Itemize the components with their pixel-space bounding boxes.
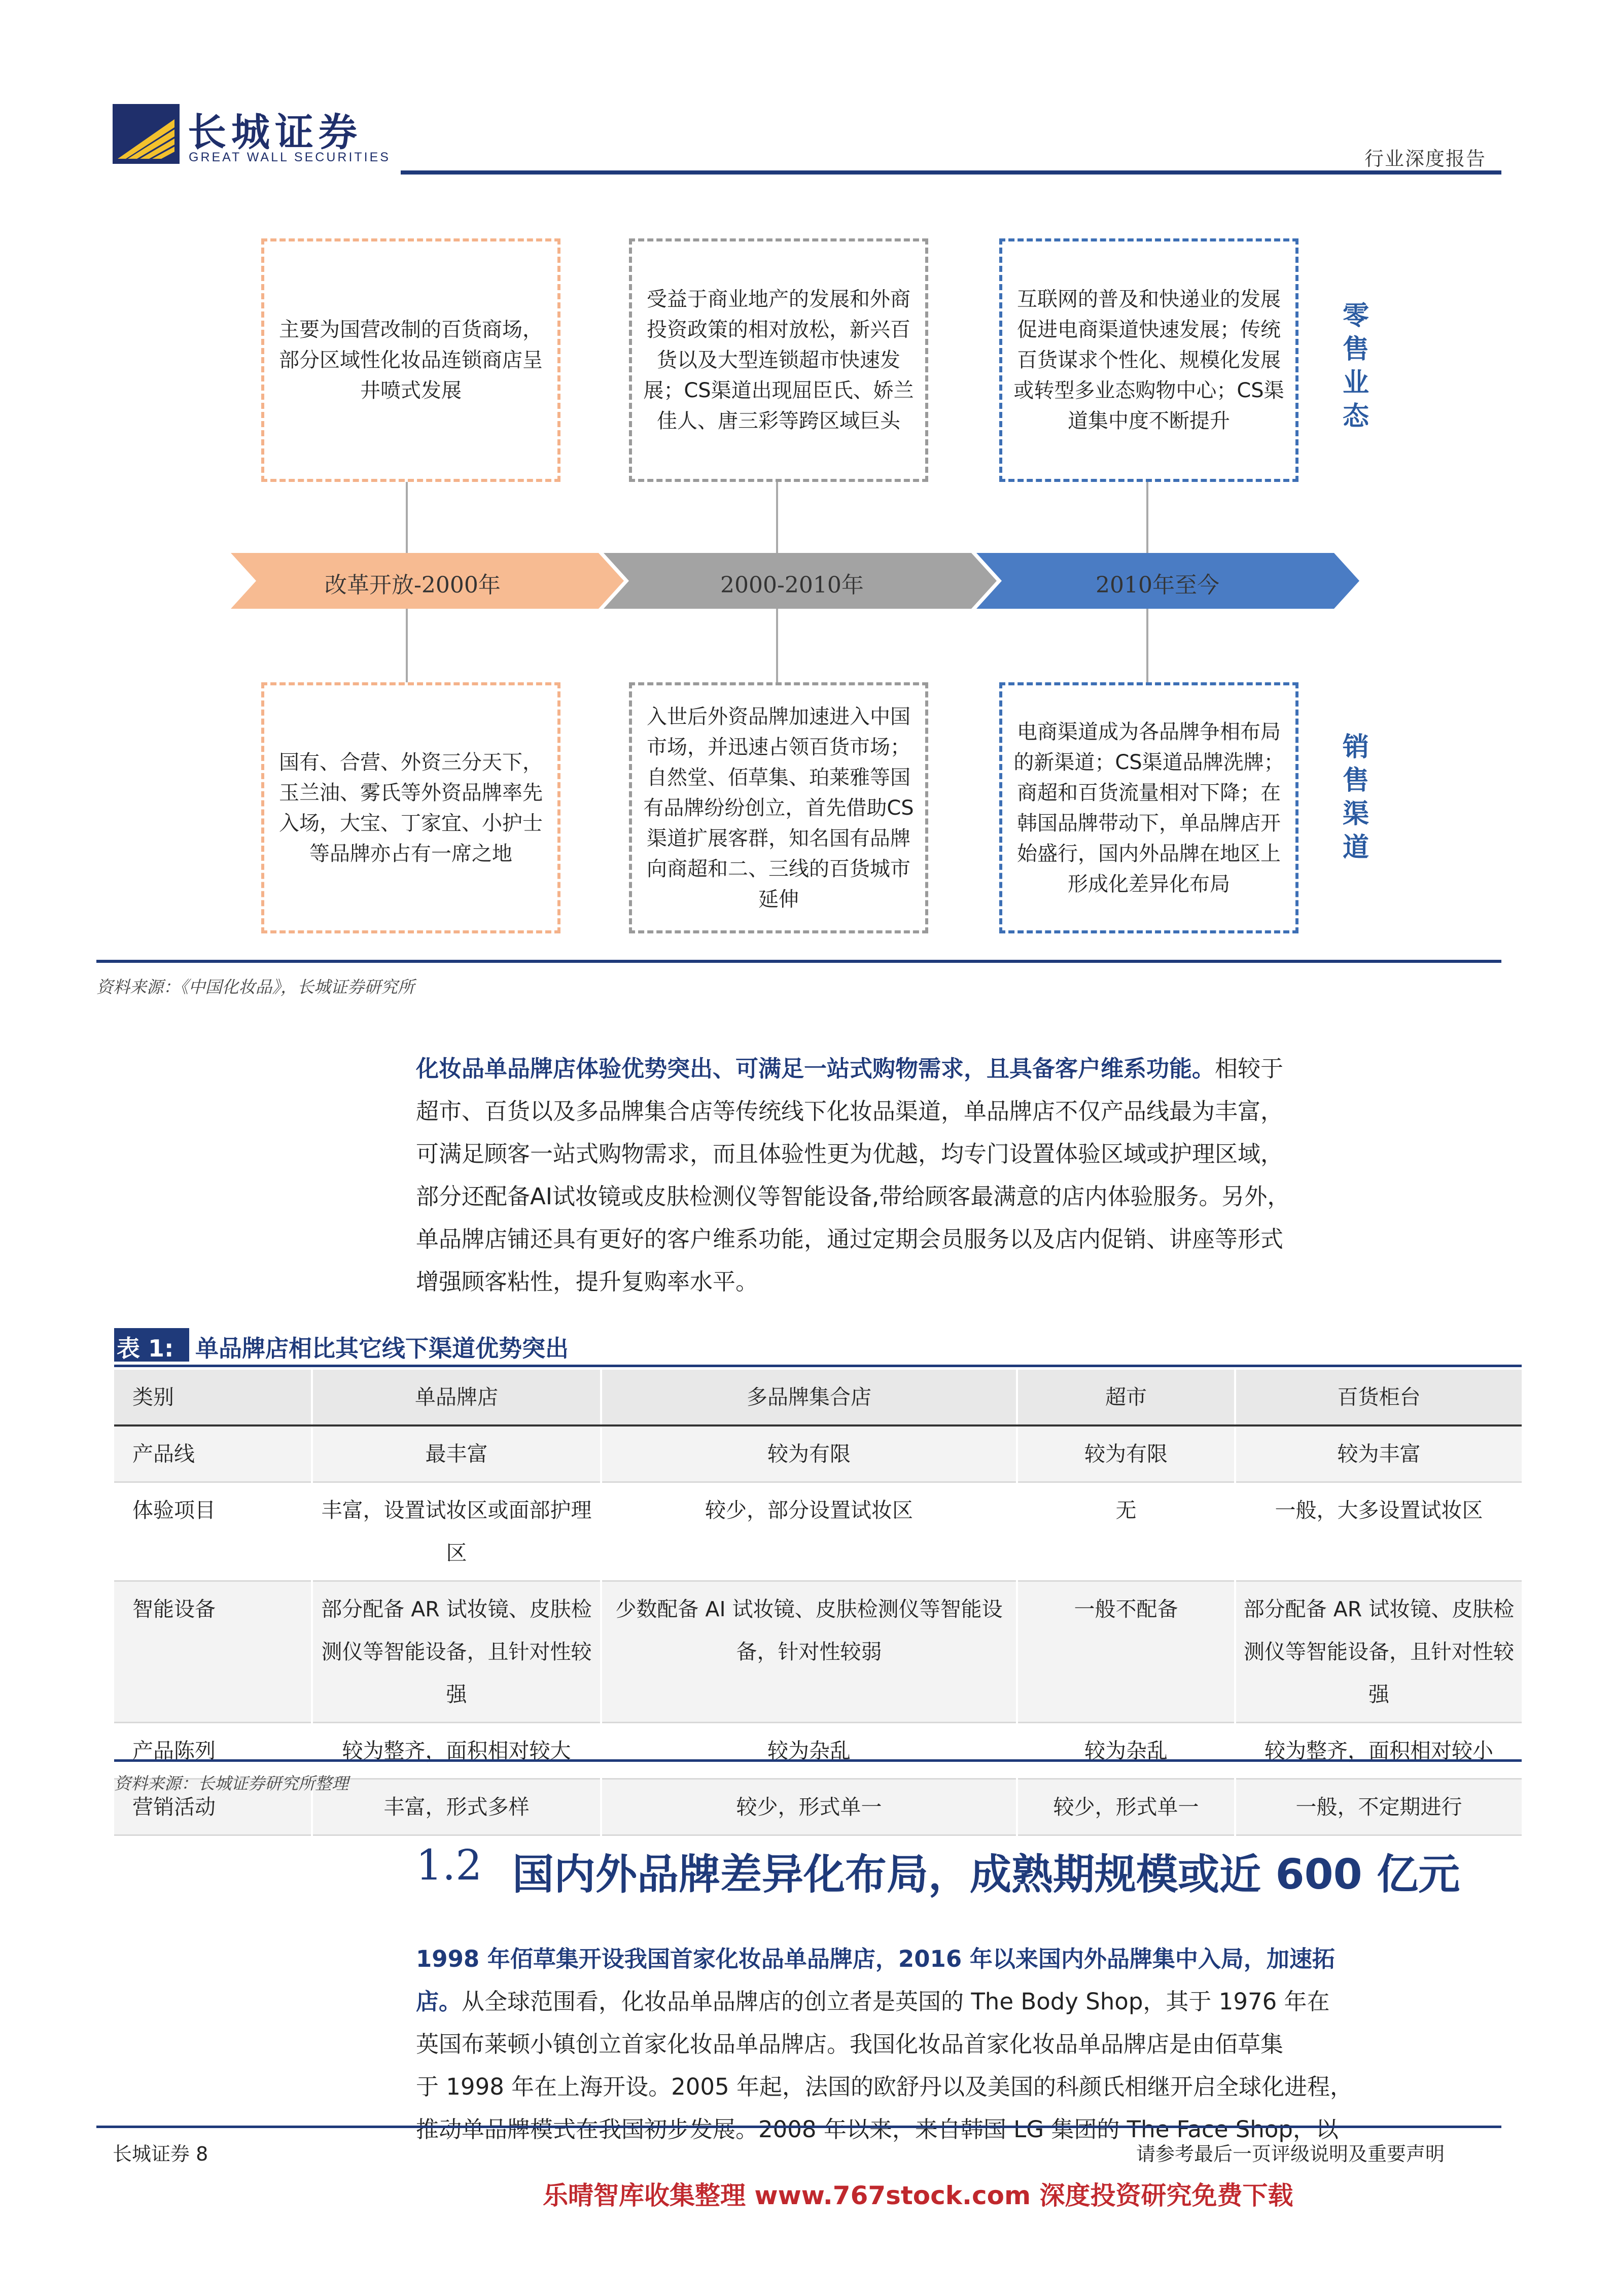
paragraph-1-line: 相较于 — [1215, 1055, 1284, 1082]
table-cell: 较为丰富 — [1235, 1425, 1522, 1482]
paragraph-1-line: 可满足顾客一站式购物需求，而且体验性更为优越，均专门设置体验区域或护理区域， — [416, 1140, 1284, 1167]
paragraph-2-line: 于 1998 年在上海开设。2005 年起，法国的欧舒丹以及美国的科颜氏相继开启全球化进程， — [416, 2073, 1353, 2100]
table-header: 单品牌店 — [312, 1370, 601, 1425]
table-bottom-rule — [114, 1759, 1522, 1762]
table-header: 多品牌集合店 — [601, 1370, 1017, 1425]
paragraph-2-lead-end: 店。 — [416, 1988, 462, 2015]
logo-name-en: GREAT WALL SECURITIES — [189, 150, 391, 164]
table-cell: 营销活动 — [114, 1779, 312, 1835]
paragraph-2-line: 推动单品牌模式在我国初步发展。2008 年以来，来自韩国 LG 集团的 The Face Shop，以 — [416, 2116, 1339, 2143]
paragraph-2 — [416, 1938, 1501, 2151]
table-cell: 较为整齐，面积相对较大 — [312, 1723, 601, 1779]
paragraph-1-line: 部分还配备AI试妆镜或皮肤检测仪等智能设备,带给顾客最满意的店内体验服务。另外， — [416, 1183, 1290, 1210]
paragraph-1-line: 超市、百货以及多品牌集合店等传统线下化妆品渠道，单品牌店不仅产品线最为丰富， — [416, 1098, 1284, 1125]
table-cell: 较为有限 — [1017, 1425, 1235, 1482]
channel-box-2: 入世后外资品牌加速进入中国市场，并迅速占领百货市场；自然堂、佰草集、珀莱雅等国有品牌纷纷创立，首先借助CS渠道扩展客群，知名国有品牌向商超和二、三线的百货城市延伸 — [629, 682, 928, 933]
logo-name-cn: 长城证券 — [188, 110, 362, 155]
footer-rule — [96, 2126, 1501, 2128]
table-cell: 较为杂乱 — [1017, 1723, 1235, 1779]
table-header: 类别 — [114, 1370, 312, 1425]
table-cell: 一般，不定期进行 — [1235, 1779, 1522, 1835]
section-number: 1.2 — [416, 1841, 482, 1890]
comparison-table — [114, 1370, 1522, 1836]
table-top-rule — [114, 1365, 1522, 1367]
table-header-row — [114, 1370, 1522, 1425]
table-cell: 体验项目 — [114, 1482, 312, 1581]
paragraph-1-line: 单品牌店铺还具有更好的客户维系功能，通过定期会员服务以及店内促销、讲座等形式 — [416, 1226, 1284, 1253]
logo-icon — [113, 104, 180, 164]
table-source: 资料来源：长城证券研究所整理 — [114, 1773, 348, 1793]
paragraph-1 — [416, 1048, 1501, 1303]
figure-source: 资料来源：《中国化妆品》，长城证券研究所 — [96, 977, 414, 997]
table-cell: 少数配备 AI 试妆镜、皮肤检测仪等智能设备，针对性较弱 — [601, 1581, 1017, 1723]
phase-label-2: 2000-2010年 — [720, 572, 864, 598]
figure-rule — [96, 960, 1501, 963]
table-title: 单品牌店相比其它线下渠道优势突出 — [195, 1335, 569, 1362]
paragraph-1-lead: 化妆品单品牌店体验优势突出、可满足一站式购物需求，且具备客户维系功能。 — [416, 1055, 1215, 1082]
phase-label-3: 2010年至今 — [1096, 572, 1219, 598]
paragraph-1-line: 增强顾客粘性，提升复购率水平。 — [416, 1268, 759, 1295]
paragraph-2-lead: 1998 年佰草集开设我国首家化妆品单品牌店，2016 年以来国内外品牌集中入局，加速拓 — [416, 1945, 1335, 1972]
section-title: 国内外品牌差异化布局，成熟期规模或近 600 亿元 — [512, 1851, 1460, 1899]
table-cell: 智能设备 — [114, 1581, 312, 1723]
report-type: 行业深度报告 — [1364, 148, 1487, 170]
table-cell: 较为有限 — [601, 1425, 1017, 1482]
phase-label-1: 改革开放-2000年 — [325, 572, 501, 598]
table-row — [114, 1581, 1522, 1723]
table-cell: 部分配备 AR 试妆镜、皮肤检测仪等智能设备，且针对性较强 — [1235, 1581, 1522, 1723]
retail-box-1: 主要为国营改制的百货商场，部分区域性化妆品连锁商店呈井喷式发展 — [261, 238, 560, 482]
paragraph-2-line: 从全球范围看，化妆品单品牌店的创立者是英国的 The Body Shop，其于 1976 年在 — [462, 1988, 1330, 2015]
logo — [113, 104, 180, 164]
table-cell: 较为整齐，面积相对较小 — [1235, 1723, 1522, 1779]
table-cell: 最丰富 — [312, 1425, 601, 1482]
table-cell: 无 — [1017, 1482, 1235, 1581]
label-sales-channel: 销售渠道 — [1342, 732, 1369, 863]
table-cell: 产品陈列 — [114, 1723, 312, 1779]
footer-disclaimer: 请参考最后一页评级说明及重要声明 — [1136, 2143, 1445, 2165]
table-row — [114, 1482, 1522, 1581]
table-cell: 部分配备 AR 试妆镜、皮肤检测仪等智能设备，且针对性较强 — [312, 1581, 601, 1723]
table-header: 百货柜台 — [1235, 1370, 1522, 1425]
table-cell: 一般不配备 — [1017, 1581, 1235, 1723]
channel-box-3: 电商渠道成为各品牌争相布局的新渠道；CS渠道品牌洗牌；商超和百货流量相对下降；在韩国品牌带动下，单品牌店开始盛行，国内外品牌在地区上形成化差异化布局 — [999, 682, 1298, 933]
table-cell: 一般，大多设置试妆区 — [1235, 1482, 1522, 1581]
retail-box-2: 受益于商业地产的发展和外商投资政策的相对放松，新兴百货以及大型连锁超市快速发展；CS渠道出现屈臣氏、娇兰佳人、唐三彩等跨区域巨头 — [629, 238, 928, 482]
table-cell: 较少，部分设置试妆区 — [601, 1482, 1017, 1581]
table-cell: 丰富，形式多样 — [312, 1779, 601, 1835]
table-cell: 产品线 — [114, 1425, 312, 1482]
label-retail-format: 零售业态 — [1342, 301, 1369, 432]
table-row — [114, 1425, 1522, 1482]
header-rule — [401, 170, 1501, 175]
table-title-prefix: 表 1: — [117, 1335, 174, 1362]
table-cell: 较为杂乱 — [601, 1723, 1017, 1779]
retail-box-3: 互联网的普及和快递业的发展促进电商渠道快速发展；传统百货谋求个性化、规模化发展或转型多业态购物中心；CS渠道集中度不断提升 — [999, 238, 1298, 482]
paragraph-2-line: 英国布莱顿小镇创立首家化妆品单品牌店。我国化妆品首家化妆品单品牌店是由佰草集 — [416, 2031, 1284, 2058]
channel-box-1: 国有、合营、外资三分天下，玉兰油、雾氏等外资品牌率先入场，大宝、丁家宜、小护士等品牌亦占有一席之地 — [261, 682, 560, 933]
table-cell: 丰富，设置试妆区或面部护理区 — [312, 1482, 601, 1581]
table-cell: 较少，形式单一 — [601, 1779, 1017, 1835]
table-header: 超市 — [1017, 1370, 1235, 1425]
table-cell: 较少，形式单一 — [1017, 1779, 1235, 1835]
footer-page-label: 长城证券 8 — [113, 2143, 208, 2165]
watermark: 乐晴智库收集整理 www.767stock.com 深度投资研究免费下载 — [543, 2181, 1293, 2210]
